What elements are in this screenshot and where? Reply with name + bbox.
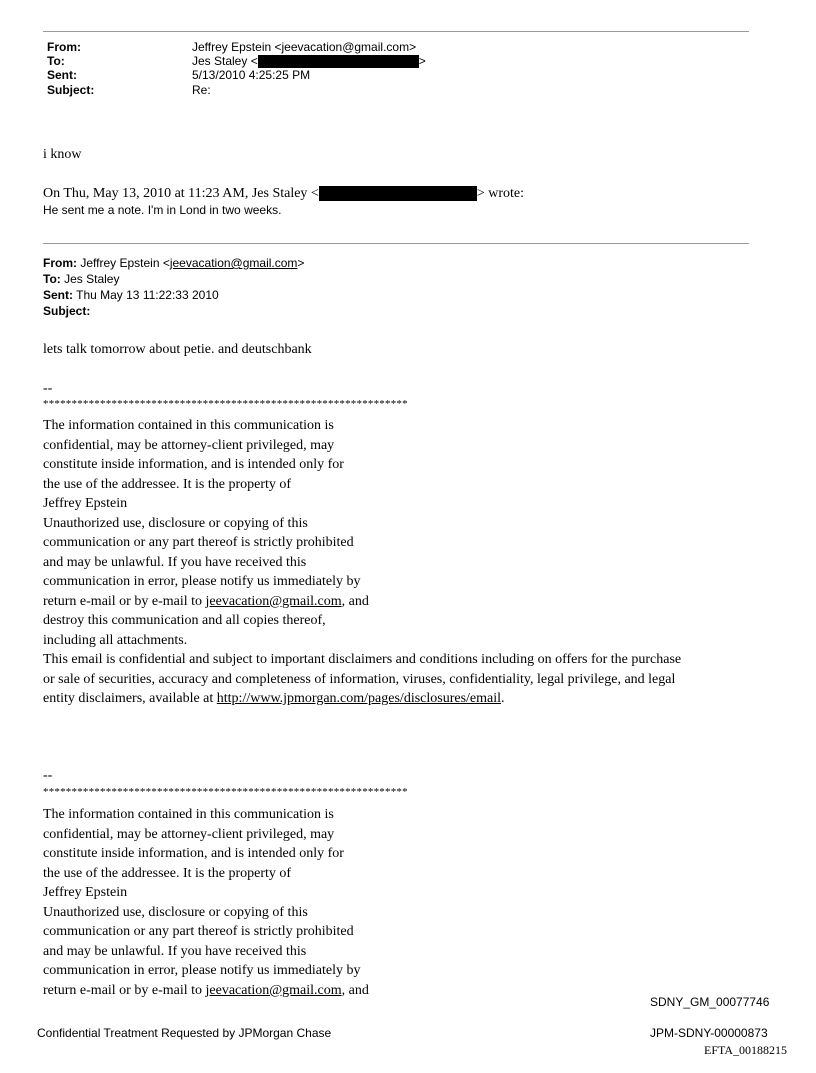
quoted-to <box>43 272 119 287</box>
disclaimer-line: the use of the addressee. It is the property of <box>43 865 292 881</box>
to-value <box>192 55 426 68</box>
disclaimer-block-2 <box>43 805 369 1000</box>
disclaimer-line: The information contained in this communication is <box>43 418 334 433</box>
disclaimer-line: Jeffrey Epstein <box>43 885 128 900</box>
disclaimer-line: confidential, may be attorney-client privileged, may <box>43 826 335 842</box>
quoted-subject <box>43 304 90 319</box>
redaction-box <box>258 55 419 68</box>
reply-body: i know <box>43 147 82 162</box>
disclaimer-line: the use of the addressee. It is the property of <box>43 476 292 492</box>
quoted-sent <box>43 288 219 303</box>
disclaimer-line: confidential, may be attorney-client privileged, may <box>43 437 335 453</box>
jpm-disclaimer-prefix: entity disclaimers, available at <box>43 691 217 706</box>
disclaimer-line: and may be unlawful. If you have received this <box>43 554 307 570</box>
disclaimer-line: Jeffrey Epstein <box>43 496 128 511</box>
disclaimer-line: communication or any part thereof is strictly prohibited <box>43 924 354 939</box>
signature-dashes-2: -- <box>43 768 53 783</box>
quote-intro-suffix: > wrote: <box>476 186 525 201</box>
jpm-disclaimer-line <box>43 689 681 709</box>
disclaimer-line: Unauthorized use, disclosure or copying of this <box>43 515 308 531</box>
disclaimer-line: The information contained in this communication is <box>43 807 334 822</box>
disclaimer-line: constitute inside information, and is intended only for <box>43 457 344 472</box>
disclaimer-return-suffix: , and <box>341 593 369 609</box>
disclaimer-email-link[interactable]: jeevacation@gmail.com <box>205 593 342 609</box>
disclaimer-line: constitute inside information, and is intended only for <box>43 846 344 861</box>
disclaimer-return-prefix: return e-mail or by e-mail to <box>43 982 206 998</box>
disclaimer-return-suffix: , and <box>341 982 369 998</box>
jpm-disclaimer-line: or sale of securities, accuracy and completeness of information, viruses, confidentiality, legal privilege, and legal <box>43 671 676 687</box>
confidential-treatment-note: Confidential Treatment Requested by JPMorgan Chase <box>37 1026 332 1040</box>
efta-number: EFTA_00188215 <box>704 1043 788 1057</box>
sent-label: Sent: <box>47 68 77 82</box>
from-label: From: <box>47 40 81 54</box>
disclaimer-line <box>43 592 681 612</box>
to-close: > <box>418 54 426 68</box>
quoted-sent-label: Sent: <box>43 288 73 302</box>
quoted-from-name: Jeffrey Epstein < <box>77 256 170 270</box>
jpm-disclosures-link[interactable]: http://www.jpmorgan.com/pages/disclosures/email <box>216 691 502 706</box>
disclaimer-line: including all attachments. <box>43 632 188 648</box>
disclaimer-email-link[interactable]: jeevacation@gmail.com <box>205 982 342 998</box>
disclaimer-line: communication or any part thereof is strictly prohibited <box>43 535 354 550</box>
jpm-disclaimer-line: This email is confidential and subject to important disclaimers and conditions including on offers for the purchase <box>43 652 682 667</box>
quoted-subject-label: Subject: <box>43 304 91 318</box>
subject-value: Re: <box>192 83 211 97</box>
redaction-box <box>319 186 477 201</box>
bates-jpm: JPM-SDNY-00000873 <box>650 1026 768 1040</box>
quote-body: He sent me a note. I'm in Lond in two weeks. <box>43 203 282 217</box>
quoted-to-label: To: <box>43 272 61 286</box>
disclaimer-line: and may be unlawful. If you have received this <box>43 943 307 959</box>
quoted-from-close: > <box>297 256 305 270</box>
quoted-to-value: Jes Staley <box>60 272 120 286</box>
disclaimer-line: communication in error, please notify us immediately by <box>43 574 361 589</box>
quoted-from <box>43 256 304 271</box>
disclaimer-block <box>43 416 681 709</box>
to-label: To: <box>47 54 65 68</box>
disclaimer-line <box>43 981 369 1001</box>
quoted-sent-value: Thu May 13 11:22:33 2010 <box>73 288 219 302</box>
quoted-from-email-link[interactable]: jeevacation@gmail.com <box>169 256 298 270</box>
quote-divider <box>43 243 749 244</box>
bates-sdny: SDNY_GM_00077746 <box>650 995 770 1009</box>
signature-stars: **************************************************************** <box>43 398 408 410</box>
jpm-disclaimer-suffix: . <box>501 691 505 706</box>
quoted-from-label: From: <box>43 256 77 270</box>
disclaimer-line: communication in error, please notify us immediately by <box>43 963 361 978</box>
from-value: Jeffrey Epstein <jeevacation@gmail.com> <box>192 40 417 54</box>
quote-intro <box>43 184 524 203</box>
signature-dashes: -- <box>43 381 53 396</box>
quoted-body: lets talk tomorrow about petie. and deutschbank <box>43 342 312 357</box>
top-divider <box>43 31 749 32</box>
subject-label: Subject: <box>47 83 95 97</box>
quote-intro-prefix: On Thu, May 13, 2010 at 11:23 AM, Jes Staley < <box>43 186 319 201</box>
disclaimer-line: Unauthorized use, disclosure or copying of this <box>43 904 308 920</box>
disclaimer-return-prefix: return e-mail or by e-mail to <box>43 593 206 609</box>
sent-value: 5/13/2010 4:25:25 PM <box>192 68 311 82</box>
disclaimer-line: destroy this communication and all copies thereof, <box>43 613 326 628</box>
to-name: Jes Staley < <box>192 54 258 68</box>
signature-stars-2: **************************************************************** <box>43 786 408 798</box>
